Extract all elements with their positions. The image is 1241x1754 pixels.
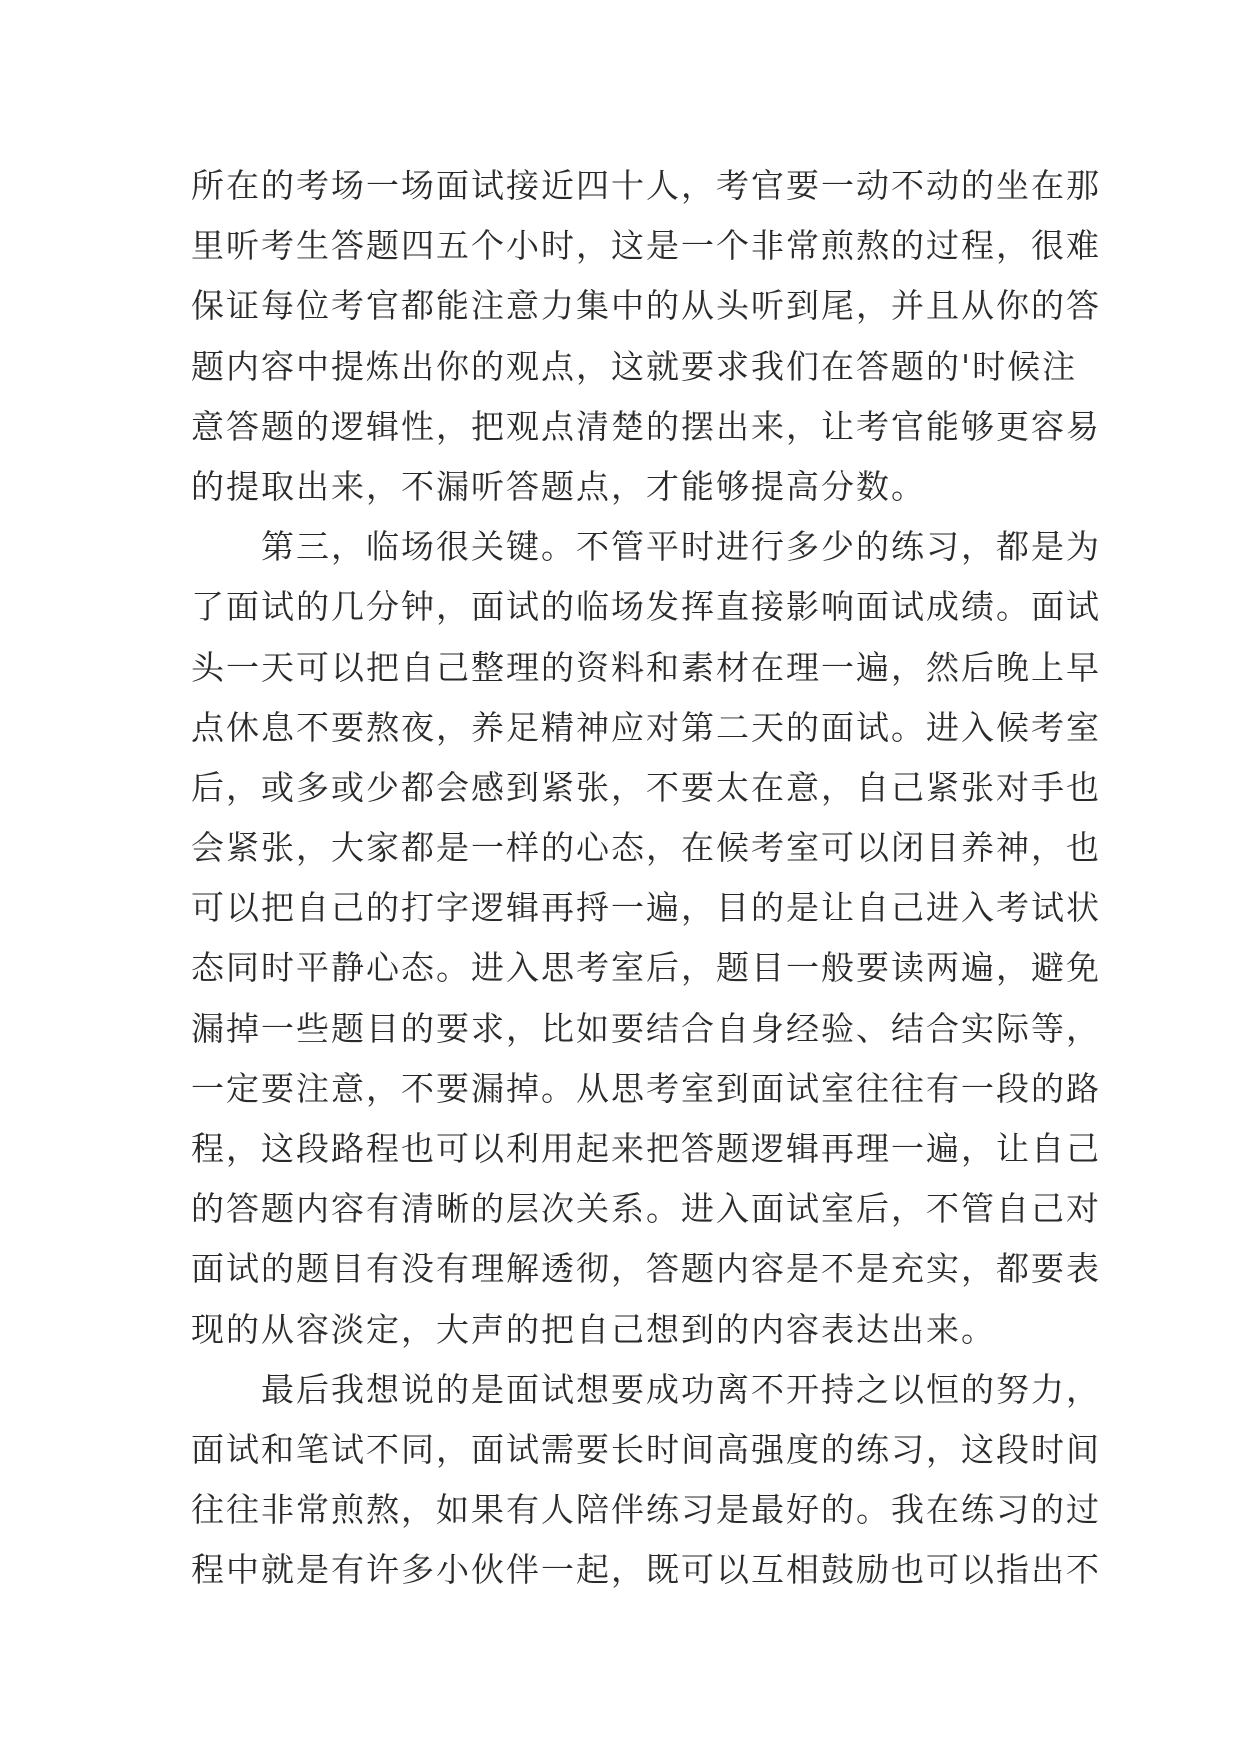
text-line: 题内容中提炼出你的观点，这就要求我们在答题的'时候注 [191,346,1078,386]
text-line: 面试和笔试不同，面试需要长时间高强度的练习，这段时间 [191,1429,1101,1469]
text-line: 意答题的逻辑性，把观点清楚的摆出来，让考官能够更容易 [191,406,1101,446]
text-line: 程中就是有许多小伙伴一起，既可以互相鼓励也可以指出不 [191,1550,1101,1590]
text-line: 了面试的几分钟，面试的临场发挥直接影响面试成绩。面试 [191,587,1101,627]
text-line: 所在的考场一场面试接近四十人，考官要一动不动的坐在那 [191,166,1101,205]
text-line: 后，或多或少都会感到紧张，不要太在意，自己紧张对手也 [191,767,1101,807]
text-line: 漏掉一些题目的要求，比如要结合自身经验、结合实际等， [191,1008,1101,1048]
text-line: 头一天可以把自己整理的资料和素材在理一遍，然后晚上早 [191,647,1101,687]
text-line: 的提取出来，不漏听答题点，才能够提高分数。 [191,466,926,506]
paragraph-start-line: 最后我想说的是面试想要成功离不开持之以恒的努力， [191,1369,1101,1409]
text-line: 的答题内容有清晰的层次关系。进入面试室后，不管自己对 [191,1189,1101,1229]
text-line: 面试的题目有没有理解透彻，答题内容是不是充实，都要表 [191,1249,1101,1289]
text-line: 里听考生答题四五个小时，这是一个非常煎熬的过程，很难 [191,226,1101,266]
text-line: 往往非常煎熬，如果有人陪伴练习是最好的。我在练习的过 [191,1490,1101,1530]
text-line: 一定要注意，不要漏掉。从思考室到面试室往往有一段的路 [191,1068,1101,1108]
text-line: 程，这段路程也可以利用起来把答题逻辑再理一遍，让自己 [191,1129,1101,1168]
paragraph-start-line: 第三，临场很关键。不管平时进行多少的练习，都是为 [191,527,1101,567]
body-text [191,156,1101,1601]
text-line: 现的从容淡定，大声的把自己想到的内容表达出来。 [191,1309,996,1349]
text-line: 点休息不要熬夜，养足精神应对第二天的面试。进入候考室 [191,707,1101,747]
text-line: 会紧张，大家都是一样的心态，在候考室可以闭目养神，也 [191,828,1101,868]
text-line: 保证每位考官都能注意力集中的从头听到尾，并且从你的答 [191,286,1101,326]
text-line: 态同时平静心态。进入思考室后，题目一般要读两遍，避免 [191,948,1101,988]
text-line: 可以把自己的打字逻辑再捋一遍，目的是让自己进入考试状 [191,888,1101,928]
